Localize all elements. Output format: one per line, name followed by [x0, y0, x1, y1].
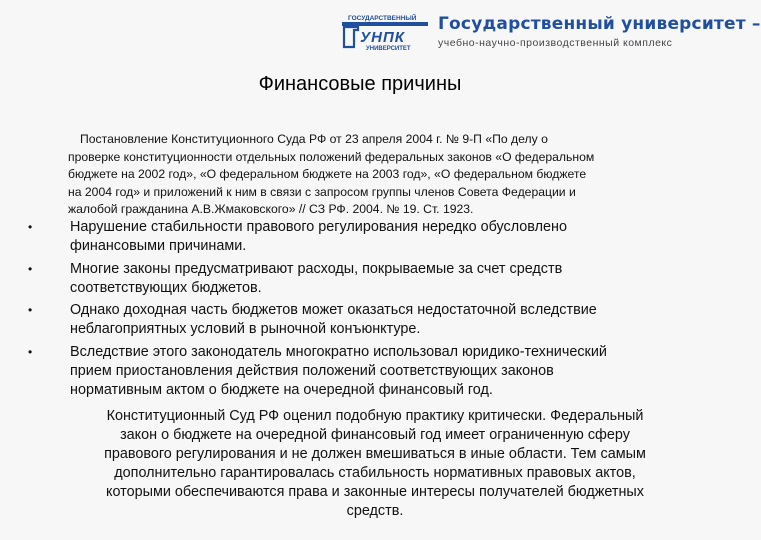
university-header: [340, 10, 761, 60]
resolution-line: жалобой гражданина А.В.Жмаковского» // СЗ РФ. 2004. № 19. Ст. 1923.: [68, 202, 474, 216]
court-resolution-citation: [68, 131, 698, 219]
closing-line: которыми обеспечиваются права и законные интересы получателей бюджетных: [106, 484, 644, 500]
bullet-line: нормативным актом о бюджете на очередной финансовый год.: [70, 381, 493, 398]
logo-letters: УНПК: [360, 29, 406, 46]
logo-line1: ГОСУДАРСТВЕННЫЙ: [348, 15, 417, 22]
bullet-line: финансовыми причинами.: [70, 238, 247, 254]
closing-line: правового регулирования и не должен вмешиваться в иные области. Тем самым: [104, 446, 646, 462]
bullet-marker: •: [28, 303, 33, 317]
bullet-line: Вследствие этого законодатель многократно использовал юридико-технический: [70, 343, 607, 360]
bullet-line: неблагоприятных условий в рыночной конъюнктуре.: [70, 321, 421, 337]
bullet-list: [28, 218, 708, 403]
resolution-line: Постановление Конституционного Суда РФ от 23 апреля 2004 г. № 9-П «По делу о: [80, 132, 548, 146]
bullet-line: прием приостановления действия положений соответствующих законов: [70, 362, 554, 379]
bullet-marker: •: [28, 344, 33, 359]
closing-line: закон о бюджете на очередной финансовый год имеет ограниченную сферу: [120, 427, 630, 443]
resolution-line: на 2004 год» и приложений к ним в связи с запросом группы членов Совета Федерации и: [68, 184, 576, 199]
bullet-line: Нарушение стабильности правового регулирования нередко обусловлено: [70, 219, 567, 235]
bullet-item: [28, 260, 708, 298]
bullet-line: Однако доходная часть бюджетов может оказаться недостаточной вследствие: [70, 302, 597, 318]
bullet-item: [28, 343, 708, 400]
university-name: Государственный университет –: [438, 14, 761, 34]
university-logo: [342, 13, 432, 51]
closing-line: Конституционный Суд РФ оценил подобную практику критически. Федеральный: [106, 408, 644, 424]
resolution-line: проверке конституционности отдельных положений федеральных законов «О федеральном: [68, 149, 595, 164]
resolution-line: бюджете на 2002 год», «О федеральном бюджете на 2003 год», «О федеральном бюджете: [68, 167, 587, 181]
closing-line: дополнительно гарантировалась стабильность нормативных правовых актов,: [114, 465, 636, 481]
university-subtitle: учебно-научно-производственный комплекс: [438, 37, 673, 49]
closing-paragraph: [50, 407, 700, 521]
bullet-marker: •: [28, 261, 33, 276]
slide-title: Финансовые причины: [258, 73, 462, 95]
closing-line: средств.: [346, 503, 404, 519]
bullet-marker: •: [28, 220, 33, 234]
bullet-item: [28, 301, 708, 339]
logo-line2: УНИВЕРСИТЕТ: [366, 46, 411, 52]
bullet-line: Многие законы предусматривают расходы, покрываемые за счет средств: [70, 260, 563, 277]
bullet-item: [28, 218, 708, 256]
bullet-line: соответствующих бюджетов.: [70, 279, 262, 296]
